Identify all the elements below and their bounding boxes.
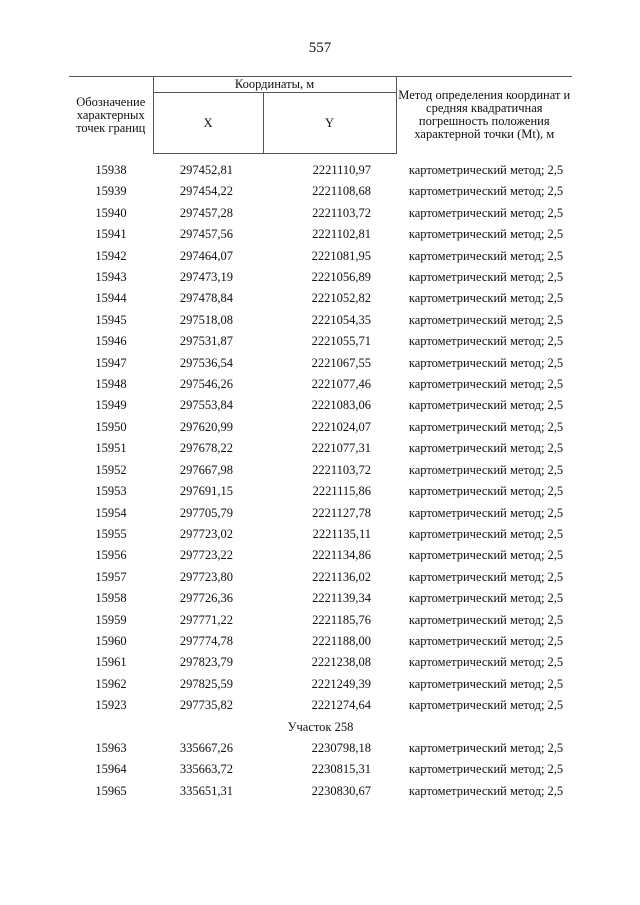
point-id-cell: 15965 <box>95 783 127 798</box>
method-cell: картометрический метод; 2,5 <box>408 591 564 606</box>
y-coordinate-cell: 2230798,18 <box>311 740 372 755</box>
x-coordinate-cell: 297518,08 <box>179 312 233 327</box>
table-row <box>69 610 572 631</box>
y-coordinate-cell: 2221115,86 <box>312 484 372 499</box>
y-coordinate-cell: 2230830,67 <box>311 783 372 798</box>
table-row <box>69 481 572 502</box>
y-coordinate-cell: 2221054,35 <box>311 312 372 327</box>
table-row <box>69 588 572 609</box>
x-coordinate-cell: 297478,84 <box>179 291 233 306</box>
y-coordinate-cell: 2221103,72 <box>312 462 372 477</box>
y-coordinate-cell: 2221024,07 <box>311 419 372 434</box>
y-coordinate-cell: 2221135,11 <box>312 526 372 541</box>
table-row <box>69 545 572 566</box>
table-row <box>69 154 572 182</box>
y-coordinate-cell: 2230815,31 <box>311 762 372 777</box>
x-coordinate-cell: 297735,82 <box>179 698 233 713</box>
table-row <box>69 781 572 802</box>
point-id-cell: 15944 <box>95 291 127 306</box>
y-coordinate-cell: 2221056,89 <box>311 270 372 285</box>
x-coordinate-cell: 297536,54 <box>179 355 233 370</box>
y-coordinate-cell: 2221185,76 <box>312 612 372 627</box>
point-id-cell: 15959 <box>95 612 127 627</box>
y-coordinate-cell: 2221249,39 <box>311 676 372 691</box>
table-row <box>69 310 572 331</box>
point-id-cell: 15943 <box>95 270 127 285</box>
method-cell: картометрический метод; 2,5 <box>408 569 564 584</box>
point-id-cell: 15938 <box>95 162 127 177</box>
x-coordinate-cell: 297667,98 <box>179 462 233 477</box>
y-coordinate-cell: 2221136,02 <box>312 569 372 584</box>
y-coordinate-cell: 2221077,46 <box>311 377 372 392</box>
method-cell: картометрический метод; 2,5 <box>408 205 564 220</box>
method-cell: картометрический метод; 2,5 <box>408 227 564 242</box>
y-coordinate-cell: 2221103,72 <box>312 205 372 220</box>
point-id-cell: 15951 <box>95 441 127 456</box>
y-coordinate-cell: 2221238,08 <box>311 655 372 670</box>
x-coordinate-cell: 297723,80 <box>179 569 233 584</box>
x-coordinate-cell: 297553,84 <box>179 398 233 413</box>
method-cell: картометрический метод; 2,5 <box>408 270 564 285</box>
y-coordinate-cell: 2221083,06 <box>311 398 372 413</box>
point-id-cell: 15963 <box>95 740 127 755</box>
table-row <box>69 374 572 395</box>
x-coordinate-cell: 297774,78 <box>179 633 233 648</box>
table-body <box>69 154 572 803</box>
x-coordinate-cell: 297825,59 <box>179 676 233 691</box>
method-cell: картометрический метод; 2,5 <box>408 419 564 434</box>
table-row <box>69 395 572 416</box>
table-row <box>69 695 572 716</box>
header-y: Y <box>263 93 396 154</box>
x-coordinate-cell: 297723,22 <box>179 548 233 563</box>
table-row <box>69 460 572 481</box>
x-coordinate-cell: 297723,02 <box>179 526 233 541</box>
header-coordinates: Координаты, м <box>153 77 396 93</box>
point-id-cell: 15956 <box>95 548 127 563</box>
table-row <box>69 503 572 524</box>
method-cell: картометрический метод; 2,5 <box>408 355 564 370</box>
x-coordinate-cell: 297691,15 <box>179 484 233 499</box>
x-coordinate-cell: 297726,36 <box>179 591 233 606</box>
table-row <box>69 181 572 202</box>
table-row <box>69 674 572 695</box>
table-row <box>69 224 572 245</box>
point-id-cell: 15950 <box>95 419 127 434</box>
method-cell: картометрический метод; 2,5 <box>408 441 564 456</box>
point-id-cell: 15955 <box>95 526 127 541</box>
method-cell: картометрический метод; 2,5 <box>408 312 564 327</box>
x-coordinate-cell: 297705,79 <box>179 505 233 520</box>
method-cell: картометрический метод; 2,5 <box>408 162 564 177</box>
table-row <box>69 567 572 588</box>
method-cell: картометрический метод; 2,5 <box>408 291 564 306</box>
y-coordinate-cell: 2221052,82 <box>311 291 372 306</box>
y-coordinate-cell: 2221134,86 <box>312 548 372 563</box>
page-number: 557 <box>308 40 332 56</box>
point-id-cell: 15952 <box>95 462 127 477</box>
method-cell: картометрический метод; 2,5 <box>408 698 564 713</box>
x-coordinate-cell: 297823,79 <box>179 655 233 670</box>
x-coordinate-cell: 335663,72 <box>179 762 233 777</box>
method-cell: картометрический метод; 2,5 <box>408 334 564 349</box>
method-cell: картометрический метод; 2,5 <box>408 398 564 413</box>
point-id-cell: 15964 <box>95 762 127 777</box>
coordinates-table <box>69 76 572 802</box>
method-cell: картометрический метод; 2,5 <box>408 633 564 648</box>
x-coordinate-cell: 297457,28 <box>179 205 233 220</box>
point-id-cell: 15941 <box>95 227 127 242</box>
y-coordinate-cell: 2221067,55 <box>311 355 372 370</box>
method-cell: картометрический метод; 2,5 <box>408 505 564 520</box>
table-row <box>69 417 572 438</box>
point-id-cell: 15940 <box>95 205 127 220</box>
x-coordinate-cell: 297771,22 <box>179 612 233 627</box>
y-coordinate-cell: 2221081,95 <box>311 248 372 263</box>
y-coordinate-cell: 2221274,64 <box>311 698 372 713</box>
table-row <box>69 353 572 374</box>
point-id-cell: 15948 <box>95 377 127 392</box>
x-coordinate-cell: 297531,87 <box>179 334 233 349</box>
method-cell: картометрический метод; 2,5 <box>408 762 564 777</box>
table-row <box>69 288 572 309</box>
section-title: Участок 258 <box>287 719 354 734</box>
point-id-cell: 15957 <box>95 569 127 584</box>
header-point-designation: Обозначение характерных точек границ <box>69 77 153 154</box>
table-row <box>69 267 572 288</box>
x-coordinate-cell: 297464,07 <box>179 248 233 263</box>
method-cell: картометрический метод; 2,5 <box>408 655 564 670</box>
method-cell: картометрический метод; 2,5 <box>408 548 564 563</box>
point-id-cell: 15923 <box>95 698 127 713</box>
x-coordinate-cell: 297620,99 <box>179 419 233 434</box>
header-x: X <box>153 93 263 154</box>
x-coordinate-cell: 297546,26 <box>179 377 233 392</box>
point-id-cell: 15958 <box>95 591 127 606</box>
x-coordinate-cell: 297457,56 <box>179 227 233 242</box>
header-method: Метод определения координат и средняя квадратичная погрешность положения характерной точки (Mt), м <box>396 77 572 154</box>
method-cell: картометрический метод; 2,5 <box>408 526 564 541</box>
table-row <box>69 524 572 545</box>
table-row <box>69 759 572 780</box>
x-coordinate-cell: 297452,81 <box>179 163 233 177</box>
y-coordinate-cell: 2221110,97 <box>312 163 372 177</box>
point-id-cell: 15942 <box>95 248 127 263</box>
y-coordinate-cell: 2221188,00 <box>312 633 372 648</box>
y-coordinate-cell: 2221077,31 <box>311 441 372 456</box>
y-coordinate-cell: 2221139,34 <box>312 591 372 606</box>
method-cell: картометрический метод; 2,5 <box>408 462 564 477</box>
x-coordinate-cell: 335667,26 <box>179 740 233 755</box>
table-row <box>69 652 572 673</box>
table-row <box>69 203 572 224</box>
point-id-cell: 15953 <box>95 484 127 499</box>
table-row <box>69 438 572 459</box>
y-coordinate-cell: 2221102,81 <box>312 227 372 242</box>
point-id-cell: 15949 <box>95 398 127 413</box>
method-cell: картометрический метод; 2,5 <box>408 612 564 627</box>
point-id-cell: 15947 <box>95 355 127 370</box>
x-coordinate-cell: 297454,22 <box>179 184 233 199</box>
x-coordinate-cell: 335651,31 <box>179 783 233 798</box>
y-coordinate-cell: 2221108,68 <box>312 184 372 199</box>
method-cell: картометрический метод; 2,5 <box>408 377 564 392</box>
x-coordinate-cell: 297473,19 <box>179 270 233 285</box>
method-cell: картометрический метод; 2,5 <box>408 740 564 755</box>
method-cell: картометрический метод; 2,5 <box>408 248 564 263</box>
method-cell: картометрический метод; 2,5 <box>408 484 564 499</box>
point-id-cell: 15962 <box>95 676 127 691</box>
method-cell: картометрический метод; 2,5 <box>408 184 564 199</box>
point-id-cell: 15939 <box>95 184 127 199</box>
section-row <box>69 717 572 738</box>
table-row <box>69 631 572 652</box>
table-row <box>69 738 572 759</box>
y-coordinate-cell: 2221055,71 <box>311 334 372 349</box>
table-row <box>69 246 572 267</box>
point-id-cell: 15960 <box>95 633 127 648</box>
point-id-cell: 15945 <box>95 312 127 327</box>
point-id-cell: 15946 <box>95 334 127 349</box>
y-coordinate-cell: 2221127,78 <box>312 505 372 520</box>
point-id-cell: 15961 <box>95 655 127 670</box>
x-coordinate-cell: 297678,22 <box>179 441 233 456</box>
method-cell: картометрический метод; 2,5 <box>408 676 564 691</box>
method-cell: картометрический метод; 2,5 <box>408 783 564 798</box>
table-row <box>69 331 572 352</box>
point-id-cell: 15954 <box>95 505 127 520</box>
